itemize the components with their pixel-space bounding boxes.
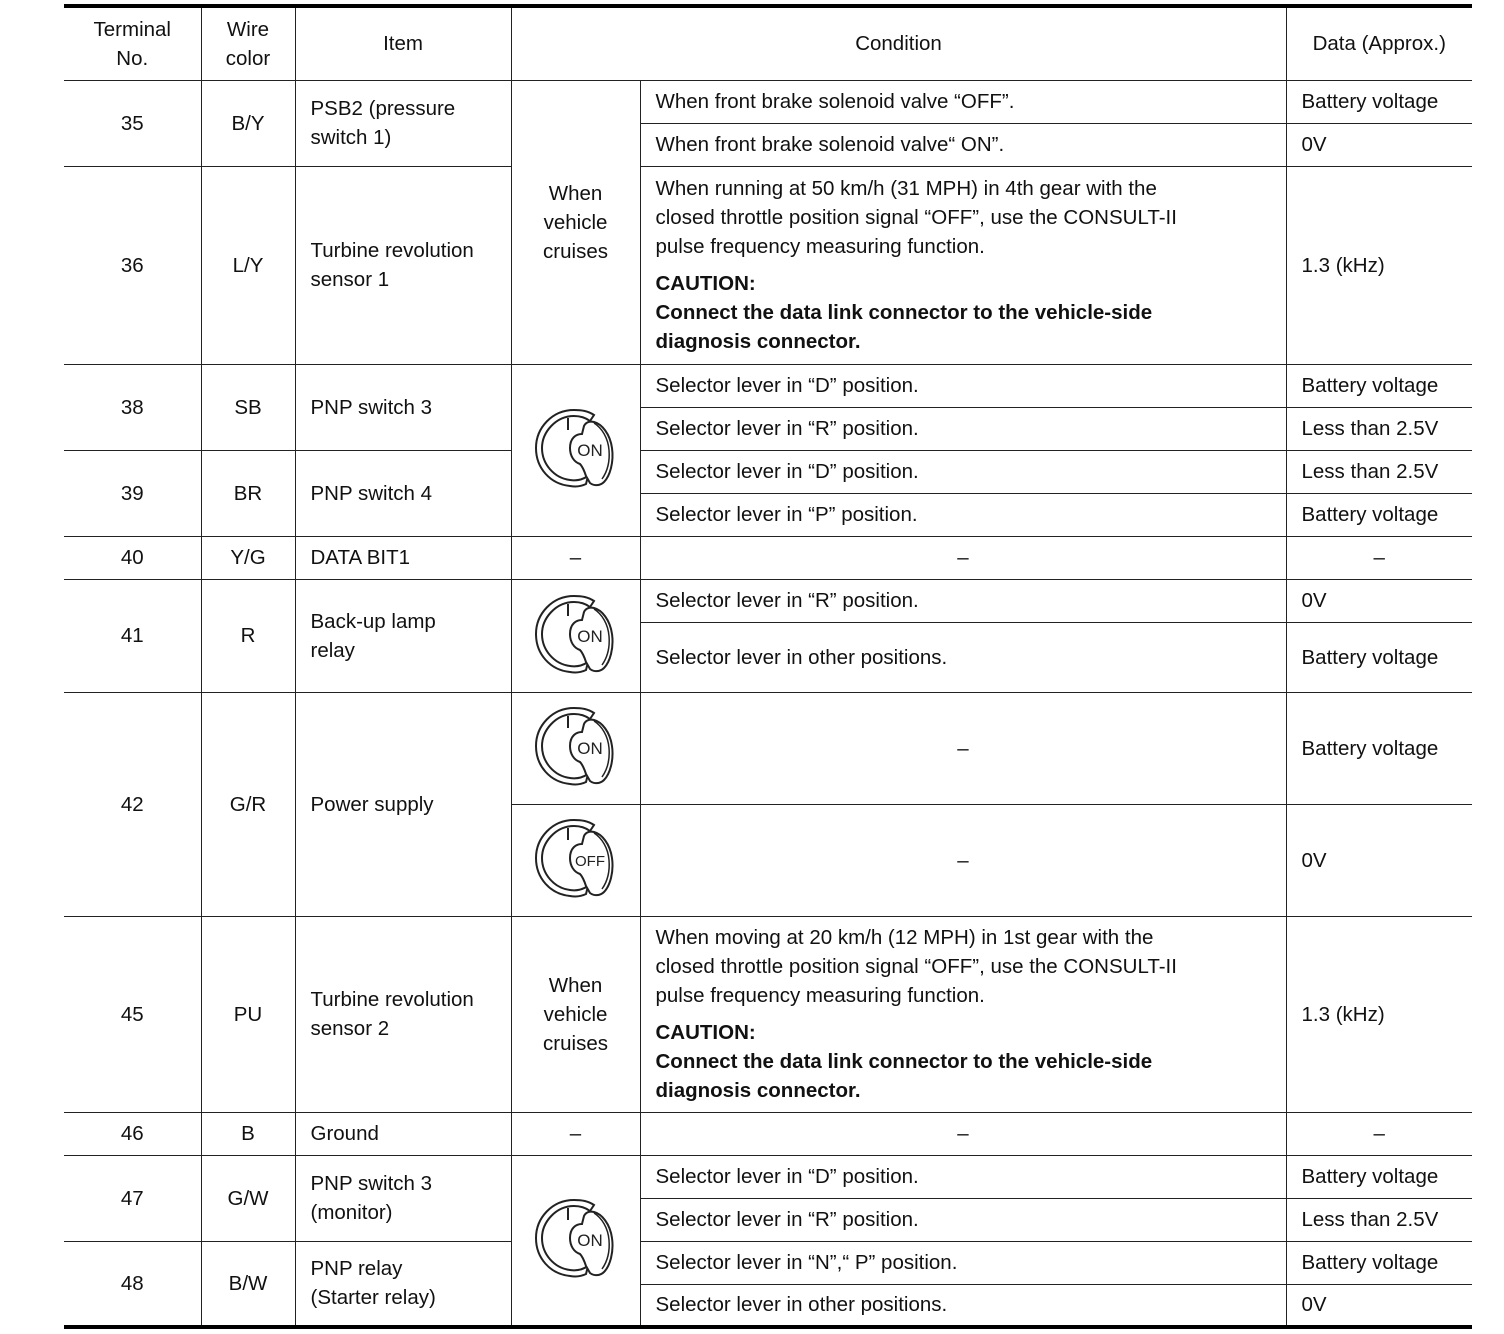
data-cell: Less than 2.5V [1286,1198,1472,1241]
terminal-cell: 46 [64,1112,201,1155]
data-cell: Battery voltage [1286,493,1472,536]
table-row [64,450,1472,493]
ignition-key-off-icon [530,816,622,904]
condition-cell [640,916,1286,1112]
data-cell: Battery voltage [1286,692,1472,804]
ignition-key-on-icon [530,406,622,494]
data-cell: Battery voltage [1286,1241,1472,1284]
data-cell: 0V [1286,1284,1472,1327]
terminal-cell: 45 [64,916,201,1112]
condition-cell: Selector lever in other positions. [640,1284,1286,1327]
data-cell: 1.3 (kHz) [1286,916,1472,1112]
item-cell: DATA BIT1 [295,536,511,579]
item-header: Item [295,6,511,80]
condition-cell: – [640,1112,1286,1155]
data-cell: Battery voltage [1286,1155,1472,1198]
terminal-header: Terminal No. [64,6,201,80]
data-cell: Battery voltage [1286,364,1472,407]
data-cell: Battery voltage [1286,622,1472,692]
item-cell: Power supply [295,692,511,916]
svg-text:ON: ON [576,739,603,758]
caution-text: Connect the data link connector to the vehicle-side diagnosis connector. [655,301,1153,353]
condition-cell: Selector lever in “P” position. [640,493,1286,536]
item-cell: Turbine revolution sensor 2 [295,916,511,1112]
terminal-cell: 42 [64,692,201,916]
condition-cell: Selector lever in other positions. [640,622,1286,692]
condition-cell [640,166,1286,364]
wire-color-cell: B/W [201,1241,295,1327]
ignition-on-cell [511,364,640,536]
condition-cell: Selector lever in “D” position. [640,450,1286,493]
wire-color-cell: SB [201,364,295,450]
item-cell: Ground [295,1112,511,1155]
wire-color-cell: L/Y [201,166,295,364]
condition-cell: When front brake solenoid valve “OFF”. [640,80,1286,123]
item-cell: PNP switch 3 [295,364,511,450]
svg-text:ON: ON [576,626,603,646]
wire-color-cell: BR [201,450,295,536]
terminal-cell: 47 [64,1155,201,1241]
terminal-cell: 48 [64,1241,201,1327]
item-cell: PNP switch 3 (monitor) [295,1155,511,1241]
wire-color-cell: Y/G [201,536,295,579]
wire-color-header: Wire color [201,6,295,80]
caution-label: CAUTION: [655,272,756,295]
svg-text:ON: ON [576,1231,603,1251]
ignition-key-on-icon [530,704,622,792]
caution-label: CAUTION: [655,1021,756,1044]
header-row [64,6,1472,80]
condition-cell: Selector lever in “R” position. [640,1198,1286,1241]
ignition-on-cell [511,579,640,692]
condition-cell: – [511,536,640,579]
terminal-cell: 39 [64,450,201,536]
wire-color-cell: PU [201,916,295,1112]
item-cell: PNP switch 4 [295,450,511,536]
condition-cell: Selector lever in “D” position. [640,1155,1286,1198]
svg-text:OFF: OFF [574,853,605,870]
condition-cell: Selector lever in “N”,“ P” position. [640,1241,1286,1284]
condition-cell: Selector lever in “R” position. [640,407,1286,450]
table-row [64,1112,1472,1155]
caution-text: Connect the data link connector to the vehicle-side diagnosis connector. [655,1050,1153,1102]
data-cell: 1.3 (kHz) [1286,166,1472,364]
condition-text: When running at 50 km/h (31 MPH) in 4th gear with the closed throttle position signal “OFF”, use the CONSULT-II pulse frequency measuring function. [655,177,1177,258]
condition-cell: – [640,804,1286,916]
table-row [64,536,1472,579]
ignition-off-cell [511,804,640,916]
data-header: Data (Approx.) [1286,6,1472,80]
item-cell: Back-up lamp relay [295,579,511,692]
terminal-data-table [64,4,1472,1329]
wire-color-cell: G/W [201,1155,295,1241]
wire-color-cell: R [201,579,295,692]
data-cell: 0V [1286,123,1472,166]
table-row [64,579,1472,622]
ignition-on-cell [511,692,640,804]
condition-header: Condition [511,6,1286,80]
condition-cell: When front brake solenoid valve“ ON”. [640,123,1286,166]
table-row [64,166,1472,364]
cruise-condition-cell: When vehicle cruises [511,80,640,364]
item-cell: Turbine revolution sensor 1 [295,166,511,364]
wire-color-cell: G/R [201,692,295,916]
terminal-cell: 40 [64,536,201,579]
condition-cell: Selector lever in “D” position. [640,364,1286,407]
cruise-condition-cell: When vehicle cruises [511,916,640,1112]
data-cell: 0V [1286,804,1472,916]
data-cell: – [1286,536,1472,579]
condition-text: When moving at 20 km/h (12 MPH) in 1st gear with the closed throttle position signal “OFF”, use the CONSULT-II pulse frequency measuring function. [655,926,1177,1007]
condition-cell: – [640,536,1286,579]
ignition-on-cell [511,1155,640,1327]
table-row [64,80,1472,123]
table-row [64,692,1472,804]
data-cell: Less than 2.5V [1286,450,1472,493]
wire-color-cell: B [201,1112,295,1155]
data-cell: 0V [1286,579,1472,622]
terminal-cell: 36 [64,166,201,364]
table-row [64,364,1472,407]
ignition-key-on-icon [530,1196,622,1284]
data-cell: Battery voltage [1286,80,1472,123]
item-cell: PSB2 (pressure switch 1) [295,80,511,166]
data-cell: – [1286,1112,1472,1155]
table-row [64,1155,1472,1198]
wire-color-cell: B/Y [201,80,295,166]
data-cell: Less than 2.5V [1286,407,1472,450]
terminal-cell: 35 [64,80,201,166]
condition-cell: – [511,1112,640,1155]
table-row [64,916,1472,1112]
item-cell: PNP relay (Starter relay) [295,1241,511,1327]
terminal-cell: 38 [64,364,201,450]
table-row [64,1241,1472,1284]
condition-cell: Selector lever in “R” position. [640,579,1286,622]
svg-text:ON: ON [576,441,603,460]
terminal-cell: 41 [64,579,201,692]
ignition-key-on-icon [530,592,622,680]
condition-cell: – [640,692,1286,804]
